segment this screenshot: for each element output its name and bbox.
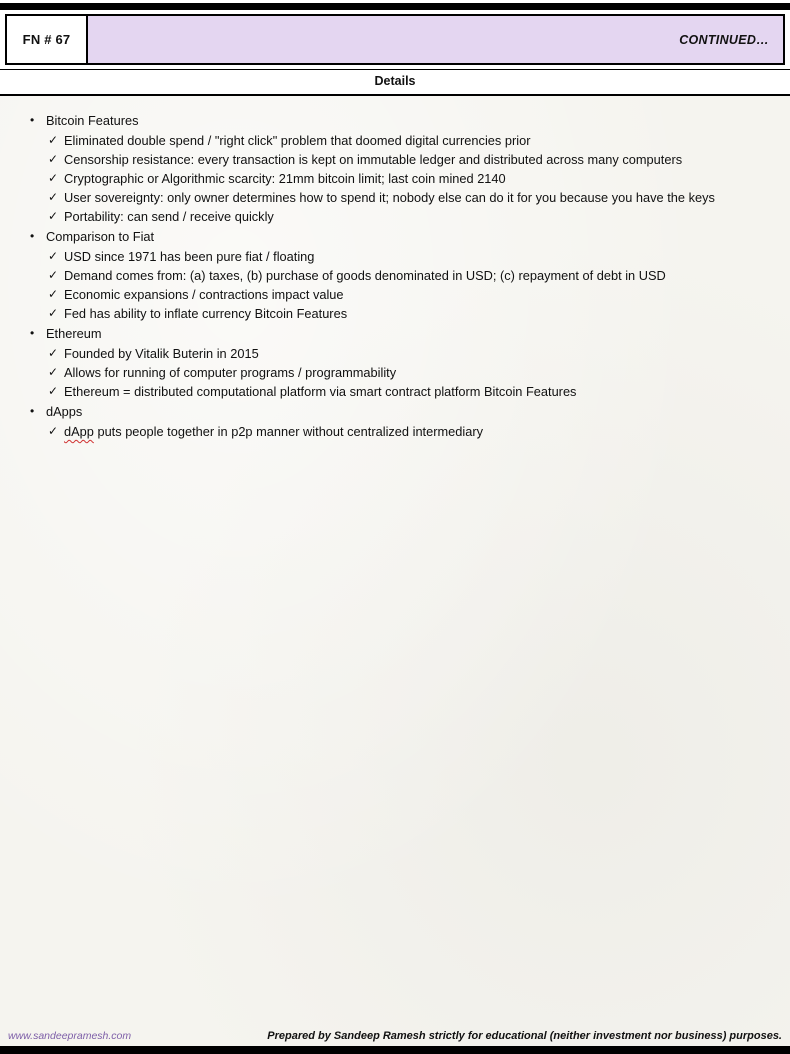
section-heading-row — [30, 227, 770, 246]
list-item-text: Censorship resistance: every transaction is kept on immutable ledger and distributed across many computers — [64, 152, 683, 167]
section-heading-row — [30, 111, 770, 130]
check-icon: ✓ — [48, 346, 59, 360]
check-icon: ✓ — [48, 384, 59, 398]
continued-label: CONTINUED… — [679, 32, 769, 47]
check-icon: ✓ — [48, 152, 59, 166]
list-item — [48, 363, 770, 382]
check-icon: ✓ — [48, 249, 59, 263]
list-item — [48, 150, 770, 169]
check-icon: ✓ — [48, 190, 59, 204]
list-item-text: Cryptographic or Algorithmic scarcity: 21mm bitcoin limit; last coin mined 2140 — [64, 171, 506, 186]
bullet-icon: • — [30, 113, 35, 127]
check-icon: ✓ — [48, 365, 59, 379]
bullet-icon: • — [30, 404, 35, 418]
continued-banner — [88, 14, 785, 65]
list-item-text: Ethereum = distributed computational platform via smart contract platform Bitcoin Features — [64, 384, 577, 399]
details-header — [0, 69, 790, 96]
details-label: Details — [374, 74, 416, 88]
list-item-text-rest: puts people together in p2p manner without centralized intermediary — [93, 424, 484, 439]
list-item — [48, 169, 770, 188]
check-icon: ✓ — [48, 268, 59, 282]
fn-number-box — [5, 14, 88, 65]
check-icon: ✓ — [48, 209, 59, 223]
section-title: Bitcoin Features — [46, 113, 139, 128]
bullet-icon: • — [30, 229, 35, 243]
check-icon: ✓ — [48, 287, 59, 301]
list-item-text: Eliminated double spend / "right click" problem that doomed digital currencies prior — [64, 133, 531, 148]
section-title: Comparison to Fiat — [46, 229, 155, 244]
list-item — [48, 382, 770, 401]
list-item — [48, 207, 770, 226]
footer — [0, 1030, 790, 1042]
section-title: dApps — [46, 404, 83, 419]
bullet-icon: • — [30, 326, 35, 340]
check-icon: ✓ — [48, 306, 59, 320]
list-item-text: Portability: can send / receive quickly — [64, 209, 274, 224]
list-item — [48, 266, 770, 285]
section-heading-row — [30, 324, 770, 343]
notes-body — [0, 96, 790, 1046]
section-heading-row — [30, 402, 770, 421]
list-item-text: User sovereignty: only owner determines how to spend it; nobody else can do it for you because you have the keys — [64, 190, 715, 205]
misspelled-word: dApp — [64, 424, 94, 439]
list-item-text: Economic expansions / contractions impact value — [64, 287, 344, 302]
notes-content — [0, 96, 790, 441]
check-icon: ✓ — [48, 171, 59, 185]
list-item-text: Fed has ability to inflate currency Bitcoin Features — [64, 306, 348, 321]
list-item — [48, 247, 770, 266]
list-item — [48, 344, 770, 363]
top-bar — [0, 3, 790, 10]
list-item — [48, 285, 770, 304]
list-item-text: Demand comes from: (a) taxes, (b) purchase of goods denominated in USD; (c) repayment of debt in USD — [64, 268, 666, 283]
list-item — [48, 131, 770, 150]
list-item-text: USD since 1971 has been pure fiat / floating — [64, 249, 315, 264]
section-title: Ethereum — [46, 326, 102, 341]
header — [5, 14, 785, 65]
list-item — [48, 188, 770, 207]
list-item-text: Allows for running of computer programs / programmability — [64, 365, 397, 380]
bottom-bar — [0, 1046, 790, 1054]
list-item-text: Founded by Vitalik Buterin in 2015 — [64, 346, 259, 361]
check-icon: ✓ — [48, 424, 59, 438]
fn-number-label: FN # 67 — [22, 32, 71, 47]
list-item — [48, 422, 770, 441]
disclaimer-text: Prepared by Sandeep Ramesh strictly for educational (neither investment nor business) purposes. — [267, 1030, 782, 1042]
website-link[interactable]: www.sandeepramesh.com — [8, 1030, 132, 1042]
check-icon: ✓ — [48, 133, 59, 147]
list-item-text — [64, 422, 483, 441]
list-item — [48, 304, 770, 323]
